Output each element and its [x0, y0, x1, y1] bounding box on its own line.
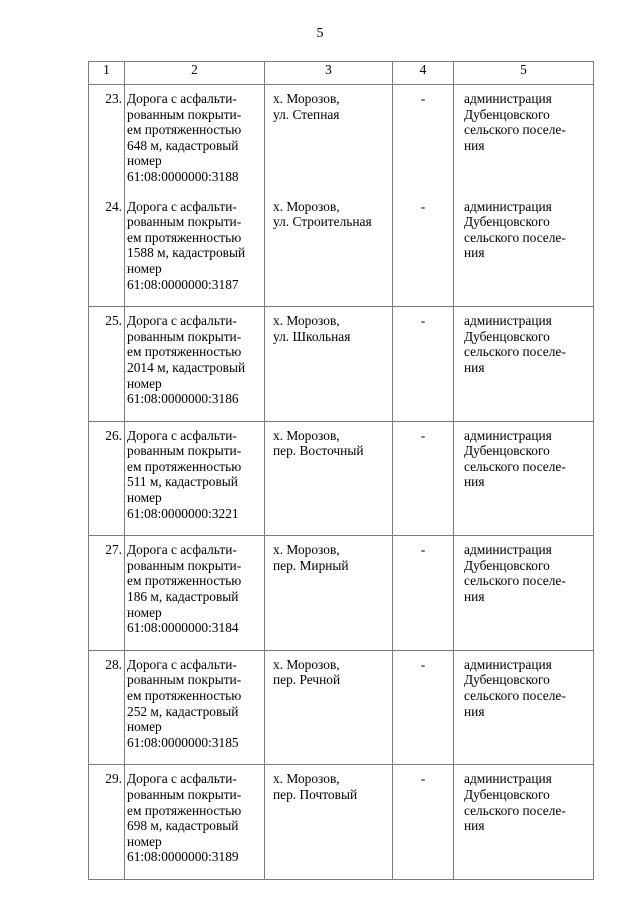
table-row: [89, 421, 594, 536]
object-location-line: х. Морозов,: [273, 771, 340, 787]
object-owner-line: администрация: [464, 427, 552, 443]
object-location-line: пер. Восточный: [273, 443, 364, 459]
object-description-line: 2014 м, кадастровый: [127, 359, 246, 375]
table-row: [89, 85, 594, 193]
table-row: [89, 650, 594, 765]
object-value-text: -: [420, 427, 426, 443]
object-owner-line: ния: [464, 359, 485, 375]
object-description-line: 61:08:0000000:3189: [127, 849, 239, 865]
object-value-text: -: [420, 542, 426, 558]
object-value-text: -: [420, 771, 426, 787]
row-number-text: 27.: [105, 542, 122, 558]
object-description-line: номер: [127, 375, 162, 391]
object-description-line: номер: [127, 833, 162, 849]
object-owner: [454, 536, 594, 651]
object-value-text: -: [420, 91, 426, 106]
object-value: [393, 536, 454, 651]
object-description-line: Дорога с асфальти-: [127, 542, 237, 558]
object-owner-line: сельского поселе-: [464, 458, 566, 474]
object-location: [265, 307, 393, 422]
row-number: [89, 85, 125, 193]
object-value-text: -: [420, 656, 426, 672]
object-location-line: х. Морозов,: [273, 656, 340, 672]
object-location-line: х. Морозов,: [273, 427, 340, 443]
object-value: [393, 193, 454, 307]
object-owner-line: сельского поселе-: [464, 688, 566, 703]
page-number: 5: [316, 26, 324, 41]
object-description-line: ем протяженностью: [127, 229, 242, 245]
object-description-line: номер: [127, 719, 162, 735]
object-description-line: 1588 м, кадастровый: [127, 245, 246, 261]
row-number-text: 29.: [105, 771, 122, 787]
table-row: [89, 765, 594, 880]
object-owner-line: Дубенцовского: [464, 214, 550, 230]
object-description-line: ем протяженностью: [127, 122, 242, 138]
object-description: [125, 85, 265, 193]
object-description-line: 698 м, кадастровый: [127, 818, 239, 834]
object-owner-line: сельского поселе-: [464, 122, 566, 138]
object-value-text: -: [420, 198, 426, 214]
object-location: [265, 536, 393, 651]
object-location-line: х. Морозов,: [273, 198, 340, 214]
column-header: 4: [393, 62, 454, 85]
object-description-line: ем протяженностью: [127, 344, 242, 360]
object-location-line: ул. Школьная: [273, 328, 351, 344]
object-description-line: 61:08:0000000:3221: [127, 505, 239, 521]
object-description-line: 511 м, кадастровый: [127, 474, 238, 490]
object-value: [393, 650, 454, 765]
object-owner: [454, 421, 594, 536]
table-row: [89, 307, 594, 422]
object-description-line: 252 м, кадастровый: [127, 703, 239, 719]
object-owner-line: Дубенцовского: [464, 786, 550, 802]
object-description-line: рованным покрыти-: [127, 106, 242, 122]
object-description: [125, 193, 265, 307]
object-owner-line: администрация: [464, 542, 552, 558]
column-header: 1: [89, 62, 125, 85]
object-description-line: Дорога с асфальти-: [127, 198, 237, 214]
object-description-line: 61:08:0000000:3185: [127, 734, 239, 750]
object-owner-line: сельского поселе-: [464, 229, 566, 245]
row-number: [89, 193, 125, 307]
object-location-line: х. Морозов,: [273, 91, 340, 106]
object-owner-line: сельского поселе-: [464, 573, 566, 589]
object-description-line: рованным покрыти-: [127, 672, 242, 688]
objects-table: [88, 61, 594, 880]
object-description-line: 61:08:0000000:3188: [127, 168, 239, 184]
object-location-line: ул. Строительная: [273, 214, 372, 230]
object-location-line: пер. Речной: [273, 672, 341, 688]
row-number: [89, 765, 125, 880]
object-owner-line: ния: [464, 589, 485, 605]
object-description-line: Дорога с асфальти-: [127, 91, 237, 106]
object-description-line: Дорога с асфальти-: [127, 313, 237, 329]
object-description-line: 648 м, кадастровый: [127, 137, 239, 153]
object-location-line: пер. Мирный: [273, 557, 349, 573]
row-number: [89, 307, 125, 422]
object-location: [265, 421, 393, 536]
object-description-line: номер: [127, 490, 162, 506]
table-body: [89, 85, 594, 880]
column-header: 3: [265, 62, 393, 85]
object-description-line: номер: [127, 153, 162, 169]
object-description: [125, 765, 265, 880]
object-owner-line: ния: [464, 703, 485, 719]
row-number-text: 24.: [105, 198, 122, 214]
object-owner-line: сельского поселе-: [464, 802, 566, 818]
object-description-line: ем протяженностью: [127, 688, 242, 703]
object-value-text: -: [420, 313, 426, 329]
row-number-text: 28.: [105, 656, 122, 672]
object-value: [393, 765, 454, 880]
object-owner-line: Дубенцовского: [464, 106, 550, 122]
object-value: [393, 307, 454, 422]
object-location-line: пер. Почтовый: [273, 786, 358, 802]
object-owner-line: ния: [464, 818, 485, 834]
object-owner-line: администрация: [464, 656, 552, 672]
row-number-text: 26.: [105, 427, 122, 443]
object-location: [265, 193, 393, 307]
object-description-line: рованным покрыти-: [127, 328, 242, 344]
object-description-line: рованным покрыти-: [127, 786, 242, 802]
object-description-line: рованным покрыти-: [127, 214, 242, 230]
object-description-line: Дорога с асфальти-: [127, 771, 237, 787]
object-description-line: 61:08:0000000:3187: [127, 276, 239, 292]
row-number: [89, 650, 125, 765]
object-location: [265, 85, 393, 193]
object-description: [125, 650, 265, 765]
object-description-line: Дорога с асфальти-: [127, 427, 237, 443]
object-owner: [454, 85, 594, 193]
row-number: [89, 421, 125, 536]
object-description-line: ем протяженностью: [127, 573, 242, 589]
table-row: [89, 536, 594, 651]
object-owner-line: Дубенцовского: [464, 557, 550, 573]
object-description-line: ем протяженностью: [127, 802, 242, 818]
object-description-line: Дорога с асфальти-: [127, 656, 237, 672]
object-owner-line: Дубенцовского: [464, 672, 550, 688]
object-owner-line: сельского поселе-: [464, 344, 566, 360]
object-owner-line: Дубенцовского: [464, 328, 550, 344]
object-description-line: 186 м, кадастровый: [127, 589, 239, 605]
object-description: [125, 536, 265, 651]
table-header-row: [89, 62, 594, 85]
object-location-line: х. Морозов,: [273, 542, 340, 558]
row-number: [89, 536, 125, 651]
object-description-line: номер: [127, 260, 162, 276]
object-owner-line: администрация: [464, 771, 552, 787]
object-description-line: ем протяженностью: [127, 458, 242, 474]
object-description: [125, 307, 265, 422]
object-description-line: рованным покрыти-: [127, 557, 242, 573]
object-owner-line: администрация: [464, 198, 552, 214]
column-header: 5: [454, 62, 594, 85]
object-owner-line: администрация: [464, 91, 552, 106]
object-description-line: рованным покрыти-: [127, 443, 242, 459]
row-number-text: 23.: [105, 91, 122, 106]
object-owner-line: ния: [464, 474, 485, 490]
object-owner-line: Дубенцовского: [464, 443, 550, 459]
object-description: [125, 421, 265, 536]
object-location: [265, 650, 393, 765]
object-owner: [454, 650, 594, 765]
object-description-line: 61:08:0000000:3186: [127, 391, 239, 407]
row-number-text: 25.: [105, 313, 122, 329]
object-owner: [454, 307, 594, 422]
object-owner-line: ния: [464, 245, 485, 261]
object-owner: [454, 765, 594, 880]
object-value: [393, 421, 454, 536]
object-location: [265, 765, 393, 880]
object-owner: [454, 193, 594, 307]
object-owner-line: администрация: [464, 313, 552, 329]
column-header: 2: [125, 62, 265, 85]
object-description-line: 61:08:0000000:3184: [127, 620, 239, 636]
object-value: [393, 85, 454, 193]
object-location-line: х. Морозов,: [273, 313, 340, 329]
object-owner-line: ния: [464, 137, 485, 153]
object-location-line: ул. Степная: [273, 106, 340, 122]
table-row: [89, 193, 594, 307]
object-description-line: номер: [127, 604, 162, 620]
